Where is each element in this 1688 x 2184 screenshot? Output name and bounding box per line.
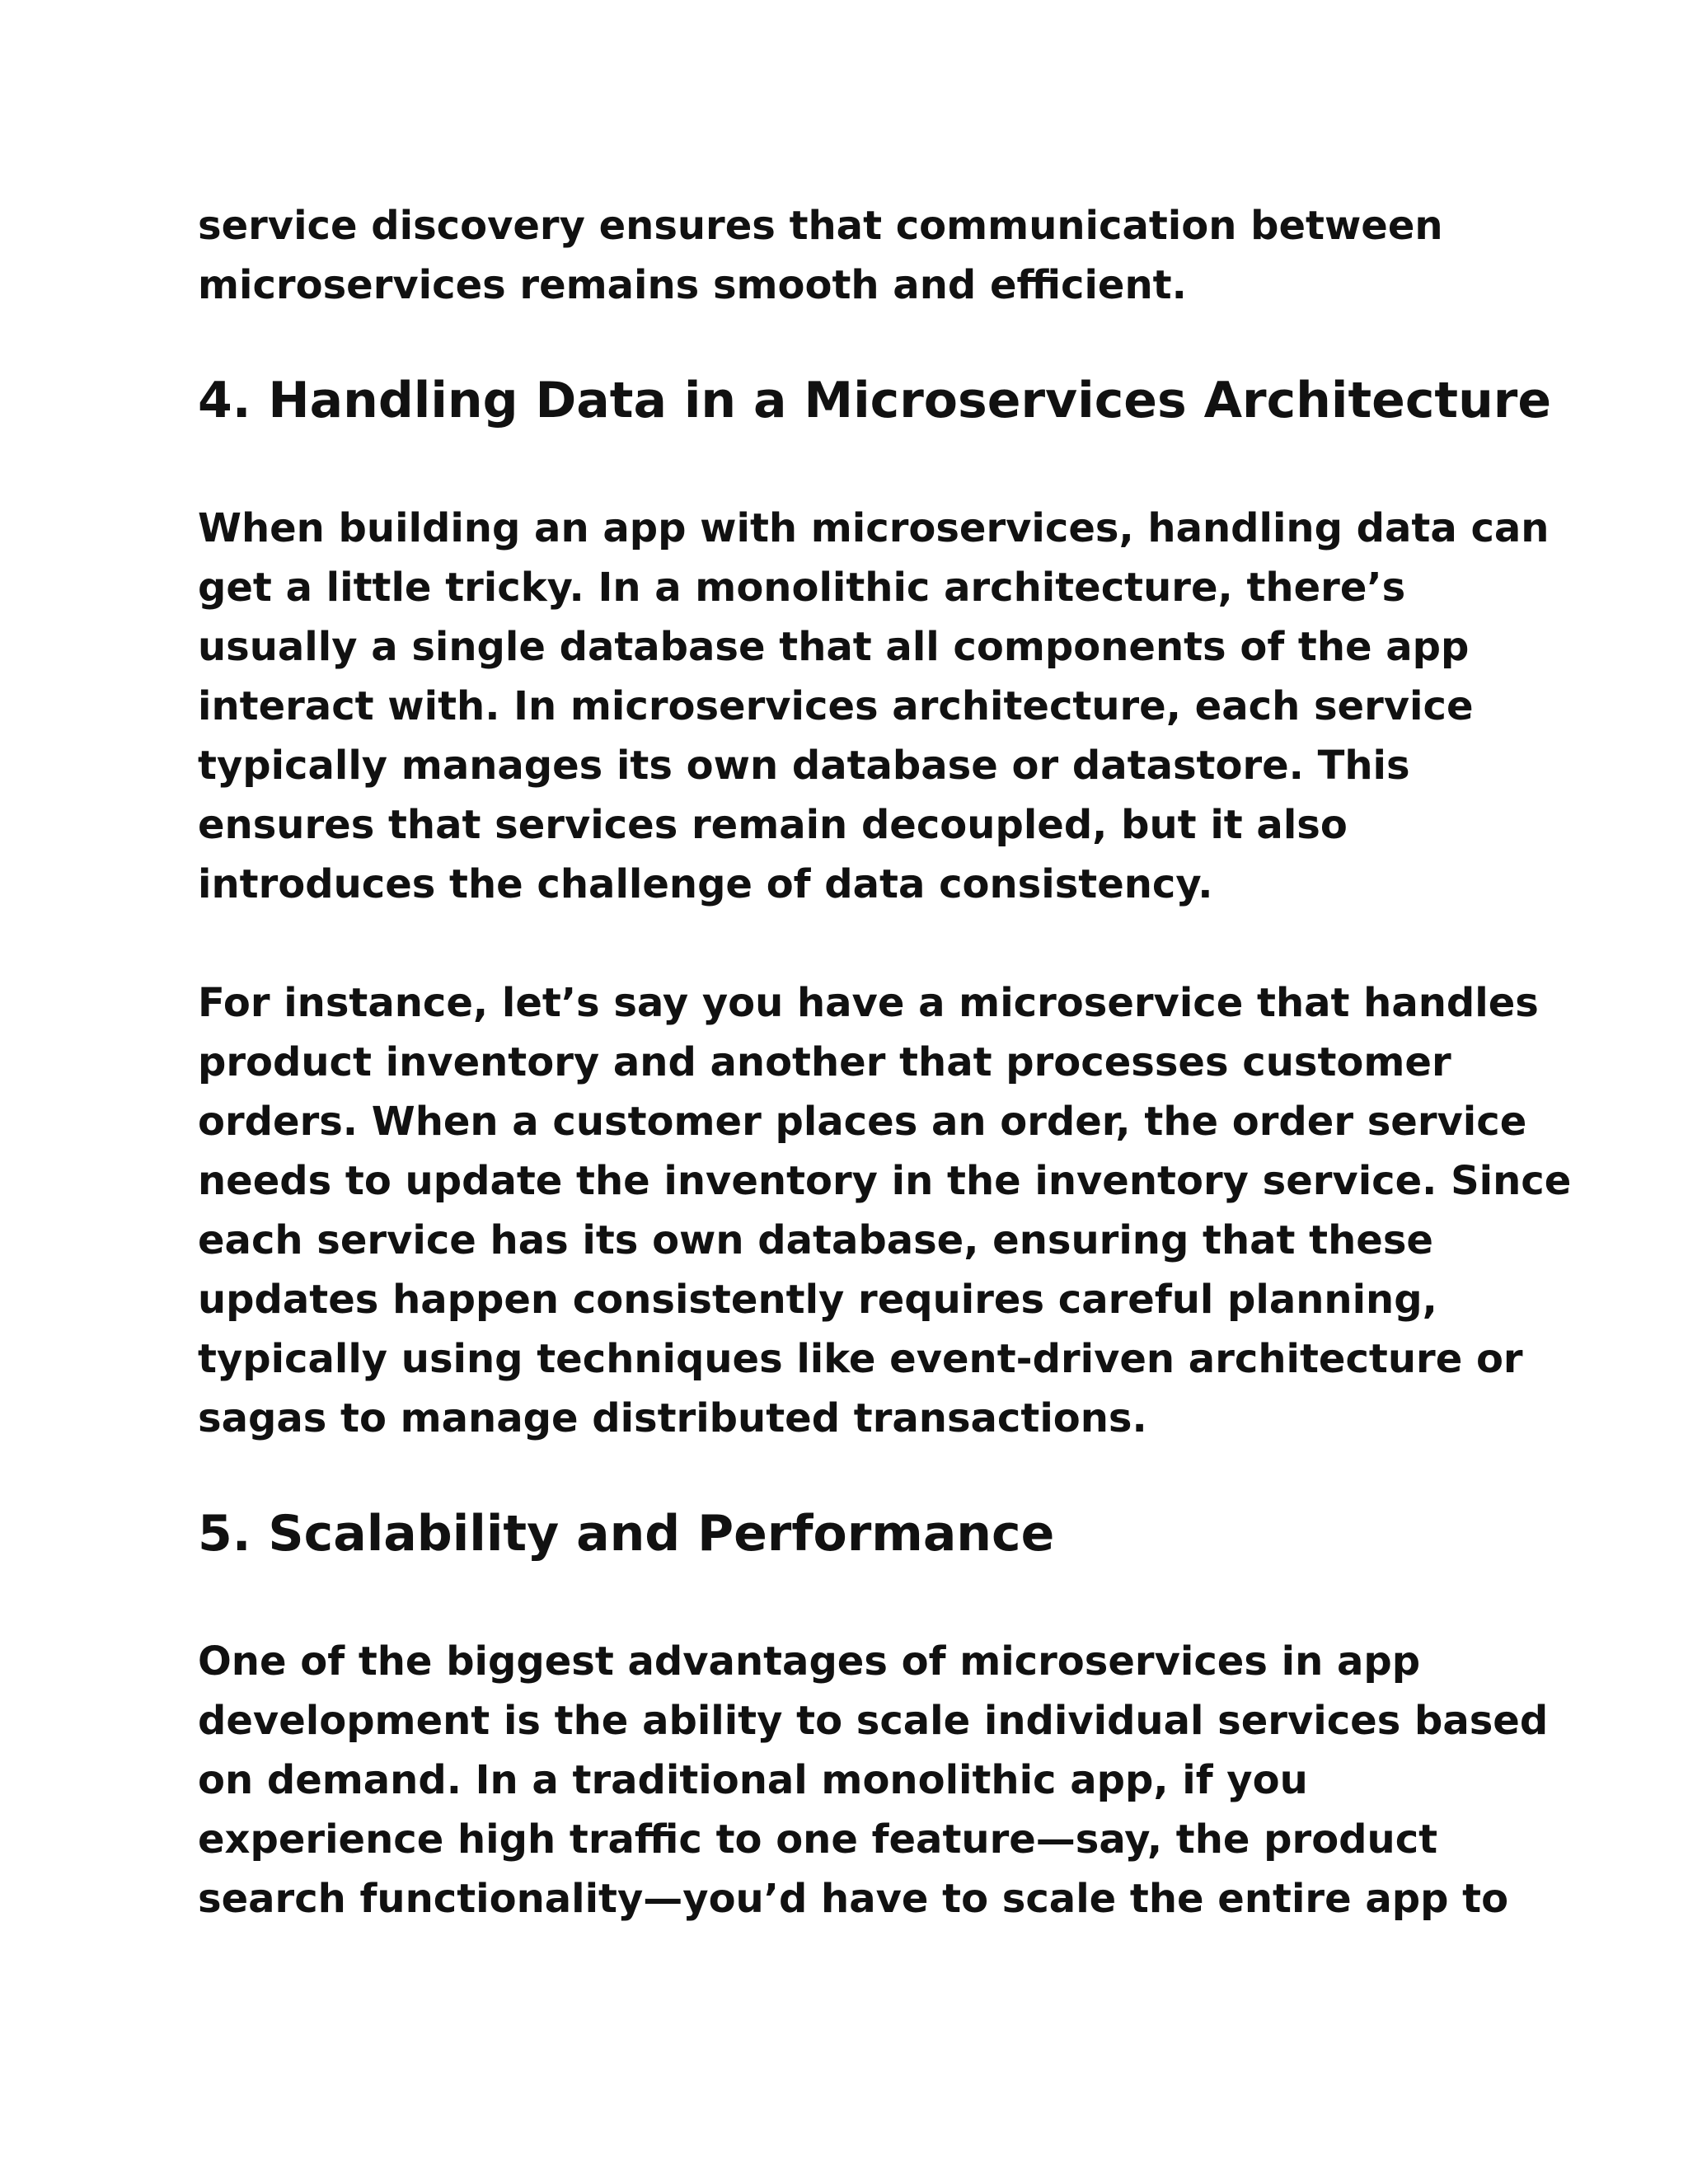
text-line: microservices remains smooth and efficient. (198, 262, 1187, 308)
text-line: updates happen consistently requires careful planning, (198, 1277, 1437, 1323)
text-line: One of the biggest advantages of microservices in app (198, 1638, 1421, 1685)
text-line: orders. When a customer places an order, the order service (198, 1099, 1527, 1145)
section-5-heading: 5. Scalability and Performance (198, 1505, 1055, 1563)
text-line: development is the ability to scale individual services based (198, 1698, 1549, 1744)
text-line: search functionality—you’d have to scale the entire app to (198, 1876, 1509, 1922)
text-line: typically manages its own database or datastore. This (198, 743, 1410, 789)
text-line: experience high traffic to one feature—say, the product (198, 1816, 1438, 1863)
text-line: each service has its own database, ensuring that these (198, 1217, 1433, 1263)
text-line: service discovery ensures that communication between (198, 203, 1443, 249)
section-5-paragraph-1 (198, 1632, 1549, 1929)
text-line: on demand. In a traditional monolithic app, if you (198, 1757, 1308, 1803)
text-line: ensures that services remain decoupled, but it also (198, 802, 1348, 848)
document-page (198, 196, 1572, 1929)
text-line: sagas to manage distributed transactions. (198, 1395, 1147, 1441)
text-line: product inventory and another that processes customer (198, 1039, 1451, 1085)
text-line: introduces the challenge of data consistency. (198, 861, 1213, 907)
section-4-paragraph-2 (198, 973, 1572, 1448)
text-line: interact with. In microservices architecture, each service (198, 683, 1474, 729)
intro-paragraph (198, 196, 1517, 315)
text-line: For instance, let’s say you have a microservice that handles (198, 980, 1539, 1026)
text-line: typically using techniques like event-driven architecture or (198, 1336, 1523, 1382)
section-4-paragraph-1 (198, 499, 1550, 914)
text-line: get a little tricky. In a monolithic architecture, there’s (198, 565, 1406, 611)
text-line: needs to update the inventory in the inventory service. Since (198, 1158, 1572, 1204)
text-line: When building an app with microservices, handling data can (198, 505, 1550, 551)
text-line: usually a single database that all components of the app (198, 624, 1470, 670)
section-4-heading: 4. Handling Data in a Microservices Architecture (198, 372, 1552, 429)
